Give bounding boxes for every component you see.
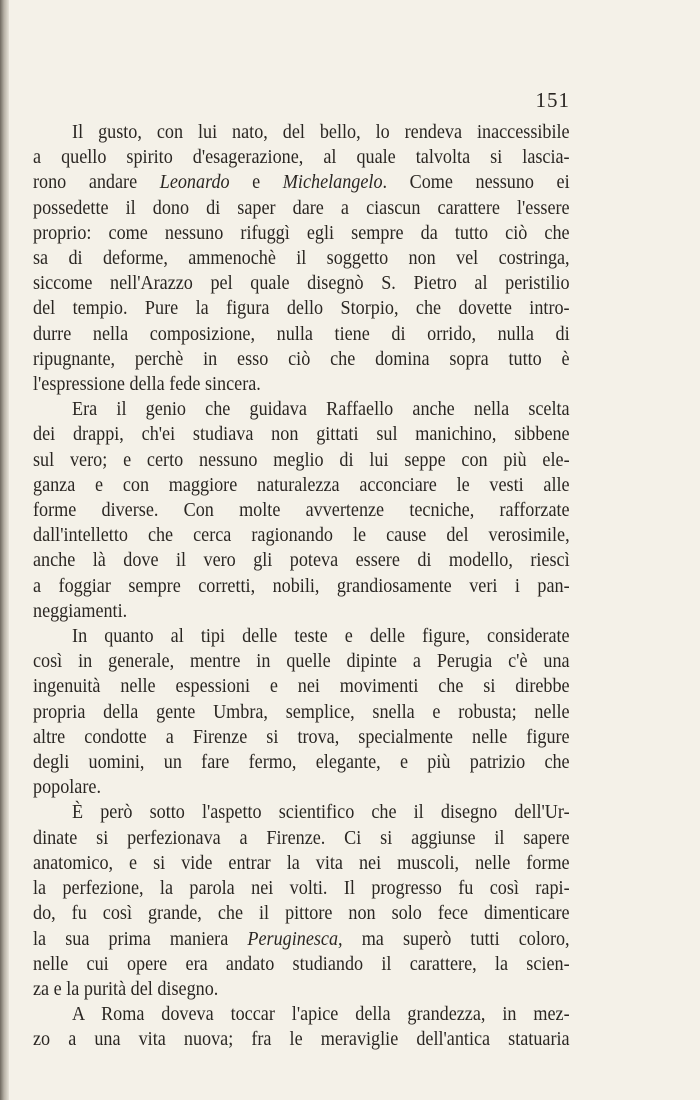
- page-number: 151: [535, 88, 570, 112]
- text-line: do, fu così grande, che il pittore non solo fece dimenticare: [33, 903, 570, 925]
- body-text: [33, 120, 570, 1053]
- text-run: . Come nessuno ei: [382, 172, 570, 194]
- text-line: sa di deforme, ammenochè il soggetto non vel costringa,: [33, 248, 570, 270]
- text-line: propria della gente Umbra, semplice, snella e robusta; nelle: [33, 701, 570, 723]
- text-line: siccome nell'Arazzo pel quale disegnò S. Pietro al peristilio: [33, 273, 570, 295]
- text-line: così in generale, mentre in quelle dipinte a Perugia c'è una: [33, 651, 570, 673]
- text-line: la perfezione, la parola nei volti. Il progresso fu così rapi-: [33, 878, 570, 900]
- text-line: ingenuità nelle espessioni e nei movimenti che si direbbe: [33, 676, 570, 698]
- text-line: za e la purità del disegno.: [33, 978, 219, 1000]
- text-line: nelle cui opere era andato studiando il carattere, la scien-: [33, 953, 570, 975]
- text-line: anche là dove il vero gli poteva essere di modello, riescì: [33, 550, 570, 572]
- italic-name-michelangelo: Michelangelo: [282, 172, 383, 194]
- text-line: forme diverse. Con molte avvertenze tecniche, rafforzate: [33, 500, 570, 522]
- text-line: altre condotte a Firenze si trova, specialmente nelle figure: [33, 726, 570, 748]
- text-line: Era il genio che guidava Raffaello anche nella scelta: [72, 399, 570, 421]
- italic-name-leonardo: Leonardo: [159, 172, 230, 194]
- text-line: In quanto al tipi delle teste e delle figure, considerate: [72, 626, 570, 648]
- text-line: durre nella composizione, nulla tiene di orrido, nulla di: [33, 323, 570, 345]
- text-line: Il gusto, con lui nato, del bello, lo rendeva inaccessibile: [72, 122, 570, 143]
- text-line: anatomico, e si vide entrar la vita nei muscoli, nelle forme: [33, 852, 570, 874]
- text-line: A Roma doveva toccar l'apice della grandezza, in mez-: [72, 1004, 570, 1026]
- text-line: dei drappi, ch'ei studiava non gittati sul manichino, sibbene: [33, 424, 570, 446]
- text-line: dinate si perfezionava a Firenze. Ci si aggiunse il sapere: [33, 827, 570, 849]
- text-line: [33, 927, 570, 952]
- text-run: rono andare: [33, 172, 160, 194]
- text-line: dall'intelletto che cerca ragionando le cause del verosimile,: [33, 525, 570, 547]
- text-line: ganza e con maggiore naturalezza acconciare le vesti alle: [33, 474, 570, 496]
- text-line: l'espressione della fede sincera.: [33, 374, 261, 396]
- text-line: sul vero; e certo nessuno meglio di lui seppe con più ele-: [33, 449, 570, 471]
- text-line: a foggiar sempre corretti, nobili, grandiosamente veri i pan-: [33, 575, 570, 597]
- text-line: È però sotto l'aspetto scientifico che il disegno dell'Ur-: [72, 802, 570, 824]
- text-line: a quello spirito d'esagerazione, al quale talvolta si lascia-: [33, 147, 570, 169]
- text-line: ripugnante, perchè in esso ciò che domina sopra tutto è: [33, 348, 570, 370]
- text-run: la sua prima maniera: [33, 928, 248, 950]
- text-line: neggiamenti.: [33, 600, 128, 622]
- text-line: degli uomini, un fare fermo, elegante, e più patrizio che: [33, 752, 570, 774]
- text-line: del tempio. Pure la figura dello Storpio, che dovette intro-: [33, 298, 570, 320]
- text-line: zo a una vita nuova; fra le meraviglie dell'antica statuaria: [33, 1029, 570, 1051]
- text-run: ma superò tutti coloro,: [342, 928, 570, 950]
- italic-word-peruginesca: Peruginesca,: [247, 928, 343, 950]
- text-line: proprio: come nessuno rifuggì egli sempre da tutto ciò che: [33, 222, 570, 244]
- text-run: e: [229, 172, 283, 194]
- page-binding-edge: [0, 0, 9, 1100]
- text-line: possedette il dono di saper dare a ciascun carattere l'essere: [33, 197, 570, 219]
- text-line: [33, 170, 570, 195]
- text-line: popolare.: [33, 777, 101, 799]
